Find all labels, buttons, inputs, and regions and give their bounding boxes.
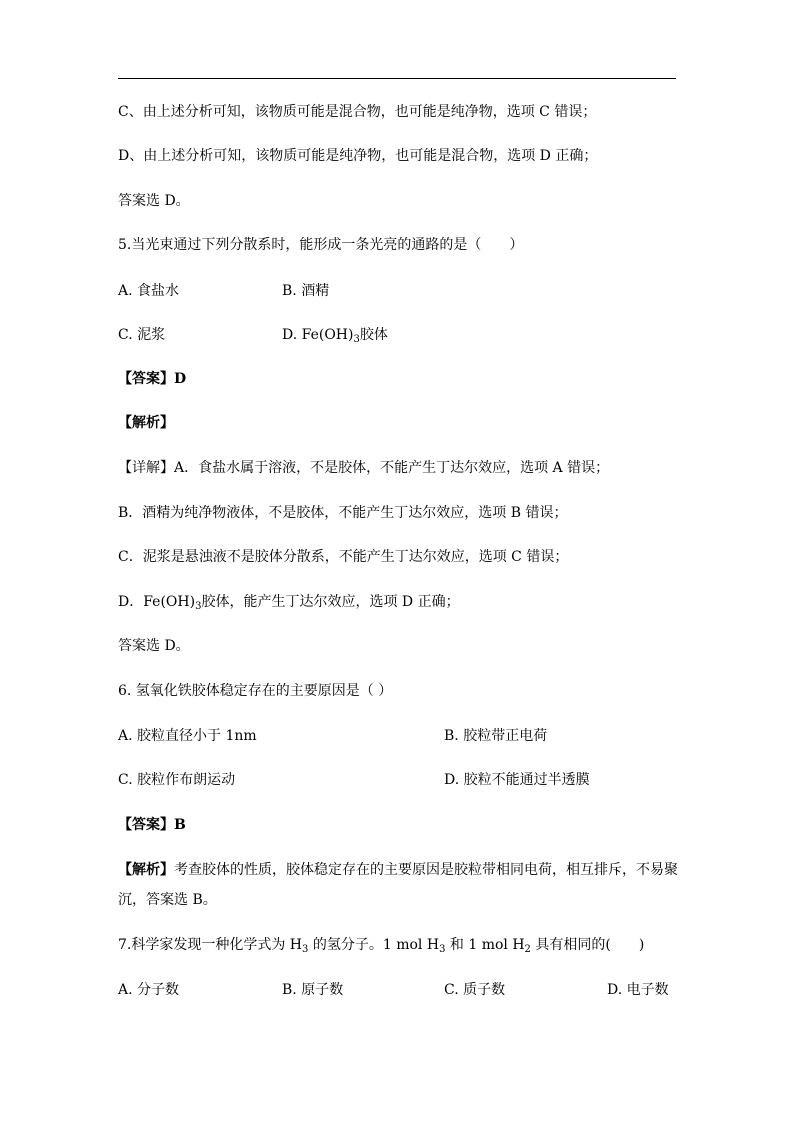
header-rule [118, 78, 676, 79]
q5-answer: 【答案】D [118, 371, 187, 387]
q6-answer: 【答案】B [118, 817, 186, 833]
q5-option-a: A. 食盐水 [118, 283, 180, 299]
q5-detail-b: B．酒精为纯净物液体，不是胶体，不能产生丁达尔效应，选项 B 错误； [118, 505, 568, 521]
q5-option-c: C. 泥浆 [118, 327, 166, 343]
q7-option-a: A. 分子数 [118, 982, 180, 998]
q7-option-b: B. 原子数 [282, 982, 344, 998]
q5-detail-d: D．$Fe(OH)_3$胶体，能产生丁达尔效应，选项 D 正确； [118, 594, 460, 612]
q6-analysis-line2: 沉，答案选 B。 [118, 892, 217, 908]
q5-option-b: B. 酒精 [282, 283, 330, 299]
prev-answer: 答案选 D。 [118, 193, 190, 209]
q6-analysis-line1: 【解析】考查胶体的性质，胶体稳定存在的主要原因是胶粒带相同电荷，相互排斥，不易聚 [118, 862, 678, 878]
q5-detail-c: C．泥浆是悬浊液不是胶体分散系，不能产生丁达尔效应，选项 C 错误； [118, 549, 569, 565]
q5-final-answer: 答案选 D。 [118, 638, 190, 654]
q7-option-d: D. 电子数 [607, 982, 669, 998]
q7-stem: 7.科学家发现一种化学式为 $H_3$ 的氢分子。1 mol $H_3$ 和 1 mol $H_2$ 具有相同的( ) [118, 937, 645, 955]
q5-analysis-title: 【解析】 [118, 415, 174, 431]
q6-option-d: D. 胶粒不能通过半透膜 [444, 772, 590, 788]
q5-detail-a: 【详解】A．食盐水属于溶液，不是胶体，不能产生丁达尔效应，选项 A 错误； [118, 460, 610, 476]
q7-option-c: C. 质子数 [444, 982, 506, 998]
q6-stem: 6. 氢氧化铁胶体稳定存在的主要原因是（ ） [118, 683, 393, 699]
q6-option-c: C. 胶粒作布朗运动 [118, 772, 236, 788]
q5-stem: 5.当光束通过下列分散系时，能形成一条光亮的通路的是（ ） [118, 237, 524, 253]
q6-option-b: B. 胶粒带正电荷 [444, 728, 548, 744]
prev-option-d-explanation: D、由上述分析可知，该物质可能是纯净物，也可能是混合物，选项 D 正确； [118, 148, 598, 164]
q5-option-d: D. $Fe(OH)_3$胶体 [282, 327, 388, 345]
q6-option-a: A. 胶粒直径小于 1nm [118, 728, 257, 744]
prev-option-c-explanation: C、由上述分析可知，该物质可能是混合物，也可能是纯净物，选项 C 错误； [118, 104, 597, 120]
